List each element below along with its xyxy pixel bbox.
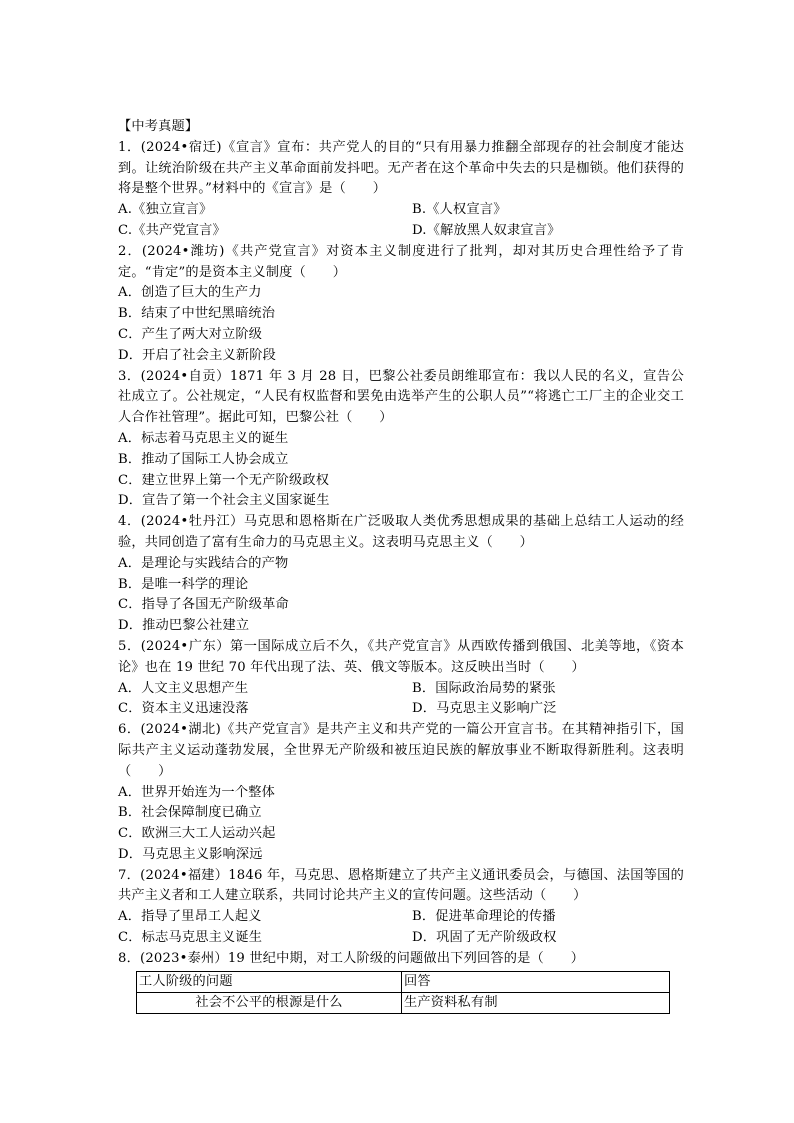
option-b: B．是唯一科学的理论 [118,576,249,592]
question-stem: 8．(2023•泰州）19 世纪中期，对工人阶级的问题做出下列回答的是（ ） [118,950,585,966]
option-c: C．标志马克思主义诞生 [118,930,263,946]
question-stem: 3．(2024•自贡）1871 年 3 月 28 日，巴黎公社委员朗维耶宣布：我以人民的名义，宣告公社成立了。公社规定，“人民有权监督和罢免由选举产生的公职人员”“将逃亡工厂主的企业交工人合作社管理”。据此可知，巴黎公社（ ） [118,368,684,426]
table-header-cell: 工人阶级的问题 [137,971,402,992]
option-a: A．是理论与实践结合的产物 [118,555,289,571]
option-b: B．促进革命理论的传播 [412,909,556,925]
option-d: D．开启了社会主义新阶段 [118,347,277,363]
option-c: C．指导了各国无产阶级革命 [118,597,289,613]
option-c: C．欧洲三大工人运动兴起 [118,826,276,842]
option-a: A．指导了里昂工人起义 [118,909,262,925]
option-c: C.《共产党宣言》 [118,222,226,238]
table-cell: 生产资料私有制 [402,992,670,1013]
option-d: D．马克思主义影响深远 [118,846,263,862]
options [118,429,684,512]
question-4 [118,512,684,637]
question-table [136,971,670,1014]
options [118,283,684,366]
question-3 [118,367,684,513]
option-a: A．创造了巨大的生产力 [118,285,262,301]
question-stem: 5．(2024•广东）第一国际成立后不久，《共产党宣言》从西欧传播到俄国、北美等地，《资本论》也在 19 世纪 70 年代出现了法、英、俄文等版本。这反映出当时（ ） [118,638,684,675]
option-b: B．结束了中世纪黑暗统治 [118,306,276,322]
question-8 [118,949,684,1014]
options [118,554,684,637]
question-stem: 4．(2024•牡丹江）马克思和恩格斯在广泛吸取人类优秀思想成果的基础上总结工人运动的经验，共同创造了富有生命力的马克思主义。这表明马克思主义（ ） [118,514,684,550]
option-c: C．资本主义迅速没落 [118,701,249,717]
section-title: 【中考真题】 [118,119,199,134]
question-stem: 2．(2024•潍坊)《共产党宣言》对资本主义制度进行了批判，却对其历史合理性给予了肯定。“肯定”的是资本主义制度（ ） [118,243,684,280]
option-d: D．宣告了第一个社会主义国家诞生 [118,493,330,509]
question-stem: 6．(2024•湖北)《共产党宣言》是共产主义和共产党的一篇公开宣言书。在其精神指引下，国际共产主义运动蓬勃发展，全世界无产阶级和被压迫民族的解放事业不断取得新胜利。这表明（ ） [118,722,684,779]
option-a: A．世界开始连为一个整体 [118,784,275,800]
table-header-cell: 回答 [402,971,670,992]
option-a: A.《独立宣言》 [118,202,213,218]
option-b: B.《人权宣言》 [412,202,507,218]
option-c: C．产生了两大对立阶级 [118,326,263,342]
question-stem: 7．(2024•福建）1846 年，马克思、恩格斯建立了共产主义通讯委员会，与德国、法国等国的共产主义者和工人建立联系，共同讨论共产主义的宣传问题。这些活动（ ） [118,867,684,904]
question-stem: 1．(2024•宿迁)《宣言》宣布：共产党人的目的“只有用暴力推翻全部现存的社会制度才能达到。让统治阶级在共产主义革命面前发抖吧。无产者在这个革命中失去的只是枷锁。他们获得的将是整个世界。”材料中的《宣言》是（ ） [118,139,684,197]
options [118,679,684,721]
option-b: B．推动了国际工人协会成立 [118,451,289,467]
options [118,907,684,949]
question-7 [118,866,684,949]
option-d: D．推动巴黎公社建立 [118,618,250,634]
options [118,200,684,242]
question-6 [118,720,684,866]
option-a: A．标志着马克思主义的诞生 [118,430,289,446]
table-row [137,992,670,1013]
question-2 [118,242,684,367]
question-1 [118,138,684,242]
option-b: B．社会保障制度已确立 [118,805,262,821]
option-d: D．马克思主义影响广泛 [412,701,557,717]
options [118,783,684,866]
option-d: D.《解放黑人奴隶宣言》 [412,222,561,238]
option-c: C．建立世界上第一个无产阶级政权 [118,472,330,488]
option-b: B．国际政治局势的紧张 [412,680,556,696]
option-a: A．人文主义思想产生 [118,680,249,696]
table-cell: 社会不公平的根源是什么 [137,992,402,1013]
question-5 [118,637,684,720]
option-d: D．巩固了无产阶级政权 [412,930,557,946]
table-header-row [137,971,670,992]
exam-page [118,117,684,1014]
